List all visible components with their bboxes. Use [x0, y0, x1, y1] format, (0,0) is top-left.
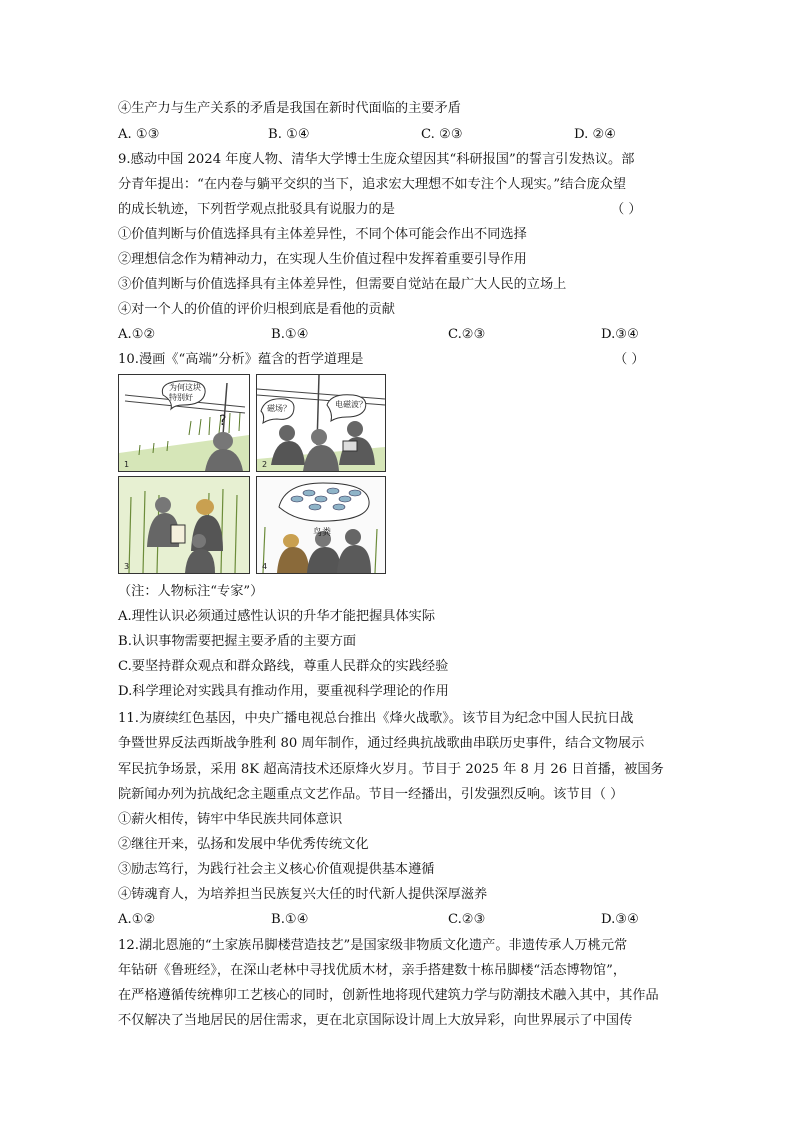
q8-option-b: B. ①④ [268, 127, 310, 142]
q9-item-1: ①价值判断与价值选择具有主体差异性，不同个体可能会作出不同选择 [118, 227, 527, 242]
q8-option-c: C. ②③ [421, 127, 463, 142]
q11-item-2: ②继往开来，弘扬和发展中华优秀传统文化 [118, 837, 369, 852]
q12-stem-line-4: 不仅解决了当地居民的居住需求，更在北京国际设计周上大放异彩，向世界展示了中国传 [118, 1013, 633, 1028]
q11-option-c: C.②③ [448, 912, 486, 927]
q10-option-c: C.要坚持群众观点和群众路线，尊重人民群众的实践经验 [118, 659, 449, 674]
q11-stem-line-2: 争暨世界反法西斯战争胜利 80 周年制作，通过经典抗战歌曲串联历史事件，结合文物展示 [118, 736, 645, 751]
panel-4-speech-bird-droppings: 鸟粪 [313, 528, 332, 538]
comic-panel-3 [118, 476, 250, 574]
q11-option-d: D.③④ [601, 912, 639, 927]
q11-item-1: ①薪火相传，铸牢中华民族共同体意识 [118, 812, 343, 827]
comic-panel-1 [118, 374, 250, 472]
q10-note: （注：人物标注“专家”） [118, 584, 264, 599]
q9-item-3: ③价值判断与价值选择具有主体差异性，但需要自觉站在最广大人民的立场上 [118, 277, 567, 292]
q8-option-a: A. ①③ [118, 127, 160, 142]
q11-stem-line-4: 院新闻办列为抗战纪念主题重点文艺作品。节目一经播出，引发强烈反响。该节目（ ） [118, 787, 624, 802]
q11-item-3: ③励志笃行，为践行社会主义核心价值观提供基本遵循 [118, 862, 435, 877]
panel-3-number: 3 [124, 562, 130, 571]
q9-stem-line-3: 的成长轨迹，下列哲学观点批驳具有说服力的是 [118, 202, 395, 217]
q11-option-b: B.①④ [271, 912, 309, 927]
q9-option-b: B.①④ [271, 327, 309, 342]
q11-item-4: ④铸魂育人，为培养担当民族复兴大任的时代新人提供深厚滋养 [118, 887, 488, 902]
panel-2-speech-wave: 电磁波？ [335, 400, 367, 409]
panel-4-number: 4 [262, 562, 268, 571]
q8-item-4: ④生产力与生产关系的矛盾是我国在新时代面临的主要矛盾 [118, 101, 461, 116]
q9-item-2: ②理想信念作为精神动力，在实现人生价值过程中发挥着重要引导作用 [118, 252, 527, 267]
q11-option-a: A.①② [118, 912, 156, 927]
q12-stem-line-1: 12.湖北恩施的“土家族吊脚楼营造技艺”是国家级非物质文化遗产。非遗传承人万桃元常 [118, 938, 628, 953]
q9-option-c: C.②③ [448, 327, 486, 342]
q10-answer-paren: （ ） [614, 352, 645, 367]
panel-1-question-mark: ? [219, 413, 227, 429]
q9-answer-paren: （ ） [611, 202, 642, 217]
q10-option-d: D.科学理论对实践具有推动作用，要重视科学理论的作用 [118, 684, 449, 699]
panel-2-speech-magnetic: 磁场？ [267, 404, 291, 413]
q12-stem-line-3: 在严格遵循传统榫卯工艺核心的同时，创新性地将现代建筑力学与防潮技术融入其中，其作品 [118, 988, 659, 1003]
q10-option-a: A.理性认识必须通过感性认识的升华才能把握具体实际 [118, 609, 436, 624]
q10-option-b: B.认识事物需要把握主要矛盾的主要方面 [118, 634, 357, 649]
q8-option-d: D. ②④ [574, 127, 617, 142]
q12-stem-line-2: 年钻研《鲁班经》，在深山老林中寻找优质木材，亲手搭建数十栋吊脚楼“活态博物馆”， [118, 963, 627, 978]
q10-stem: 10.漫画《“高端”分析》蕴含的哲学道理是 [118, 352, 364, 367]
comic-panel-4 [256, 476, 386, 574]
panel-3-drawing [119, 477, 249, 573]
q9-stem-line-1: 9.感动中国 2024 年度人物、清华大学博士生庞众望因其“科研报国”的誓言引发热议。部 [118, 152, 635, 167]
panel-2-drawing [257, 375, 385, 471]
q9-item-4: ④对一个人的价值的评价归根到底是看他的贡献 [118, 302, 395, 317]
q9-option-d: D.③④ [601, 327, 639, 342]
panel-2-number: 2 [262, 460, 268, 469]
panel-1-number: 1 [124, 460, 130, 469]
comic-high-end-analysis [118, 374, 386, 572]
q11-stem-line-3: 军民抗争场景，采用 8K 超高清技术还原烽火岁月。节目于 2025 年 8 月 26 日首播，被国务 [118, 762, 664, 777]
q11-stem-line-1: 11.为赓续红色基因，中央广播电视总台推出《烽火战歌》。该节目为纪念中国人民抗日战 [118, 711, 634, 726]
q9-stem-line-2: 分青年提出：“在内卷与躺平交织的当下，追求宏大理想不如专注个人现实。”结合庞众望 [118, 177, 627, 192]
panel-1-speech: 为何这块特别好 [169, 383, 201, 402]
comic-panel-2 [256, 374, 386, 472]
q9-option-a: A.①② [118, 327, 156, 342]
